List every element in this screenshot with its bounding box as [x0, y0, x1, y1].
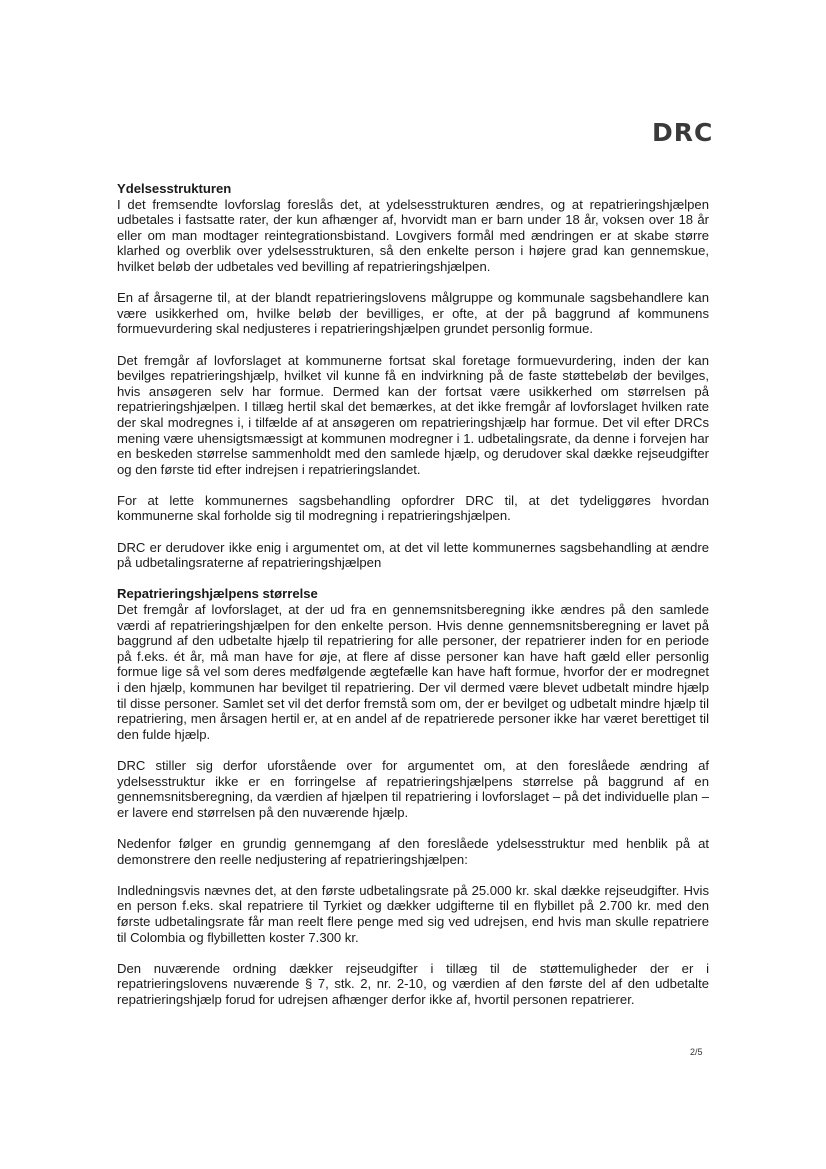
paragraph: Den nuværende ordning dækker rejseudgifter i tillæg til de støttemuligheder der er i repatrieringslovens nuværende § 7, stk. 2, nr. 2-10, og værdien af den første del af den udbetalte repatrieringshjælp forud for udrejsen afhænger derfor ikke af, hvortil personen repatrierer.: [117, 960, 709, 1007]
paragraph: Det fremgår af lovforslaget, at der ud fra en gennemsnitsberegning ikke ændres på den samlede værdi af repatrieringshjælpen for den enkelte person. Hvis denne gennemsnitsberegning er lavet på baggrund af den udbetalte hjælp til repatriering for alle personer, der repatrierer inden for en periode på f.eks. ét år, må man have for øje, at flere af disse personer kan have haft gæld eller personlig formue lige så vel som deres medfølgende ægtefælle kan have haft formue, hvorfor der er modregnet i den hjælp, kommunen har bevilget til repatriering. Der vil dermed være blevet udbetalt mindre hjælp til disse personer. Samlet set vil det derfor fremstå som om, der er bevilget og udbetalt mindre hjælp til repatriering, men årsagen hertil er, at en andel af de repatrierede personer ikke har været berettiget til den fulde hjælp.: [117, 602, 709, 742]
paragraph: DRC er derudover ikke enig i argumentet om, at det vil lette kommunernes sagsbehandling at ændre på udbetalingsraterne af repatrieringshjælpen: [117, 539, 709, 571]
section-heading-ydelsesstrukturen: Ydelsesstrukturen: [117, 181, 232, 196]
paragraph: Nedenfor følger en grundig gennemgang af den foreslåede ydelsesstruktur med henblik på at demonstrere den reelle nedjustering af repatrieringshjælpen:: [117, 835, 709, 867]
paragraph: Indledningsvis nævnes det, at den første udbetalingsrate på 25.000 kr. skal dække rejseudgifter. Hvis en person f.eks. skal repatriere til Tyrkiet og dækker udgifterne til en flybillet på 2.700 kr. med den første udbetalingsrate får man reelt flere penge med sig ved udrejsen, end hvis man skulle repatriere til Colombia og flybilletten koster 7.300 kr.: [117, 882, 709, 945]
paragraph: Det fremgår af lovforslaget at kommunerne fortsat skal foretage formuevurdering, inden der kan bevilges repatrieringshjælp, hvilket vil kunne få en indvirkning på de faste støttebeløb der bevilges, hvis ansøgeren selv har formue. Dermed kan der fortsat være usikkerhed om størrelsen på repatrieringshjælpen. I tillæg hertil skal det bemærkes, at det ikke fremgår af lovforslaget hvilken rate der skal modregnes i, i tilfælde af at ansøgeren om repatrieringshjælp har formue. Det vil efter DRCs mening være uhensigtsmæssigt at kommunen modregner i 1. udbetalingsrate, da denne i forvejen har en beskeden størrelse sammenholdt med den samlede hjælp, og derudover skal dække rejseudgifter og den første tid efter indrejsen i repatrieringslandet.: [117, 352, 709, 477]
paragraph: I det fremsendte lovforslag foreslås det, at ydelsesstrukturen ændres, og at repatrieringshjælpen udbetales i fastsatte rater, der kun afhænger af, hvorvidt man er barn under 18 år, voksen over 18 år eller om man modtager reintegrationsbistand. Lovgivers formål med ændringen er at skabe større klarhed og overblik over ydelsesstrukturen, så den enkelte person i højere grad kan gennemskue, hvilket beløb der udbetales ved bevilling af repatrieringshjælpen.: [117, 196, 709, 274]
paragraph: DRC stiller sig derfor uforstående over for argumentet om, at den foreslåede ændring af ydelsesstruktur ikke er en forringelse af repatrieringshjælpens størrelse på baggrund af en gennemsnitsberegning, da værdien af hjælpen til repatriering i lovforslaget – på det individuelle plan – er lavere end størrelsen på den nuværende hjælp.: [117, 757, 709, 820]
paragraph: For at lette kommunernes sagsbehandling opfordrer DRC til, at det tydeliggøres hvordan kommunerne skal forholde sig til modregning i repatrieringshjælpen.: [117, 492, 709, 524]
page-number: 2/5: [690, 1047, 703, 1057]
section-heading-repatrieringshjaelpens-stoerrelse: Repatrieringshjælpens størrelse: [117, 586, 318, 602]
document-body: [117, 181, 709, 1023]
paragraph: En af årsagerne til, at der blandt repatrieringslovens målgruppe og kommunale sagsbehandlere kan være usikkerhed om, hvilke beløb der bevilliges, er ofte, at der på baggrund af kommunens formuevurdering skal nedjusteres i repatrieringshjælpen grundet personlig formue.: [117, 290, 709, 337]
drc-logo: DRC: [652, 118, 714, 147]
